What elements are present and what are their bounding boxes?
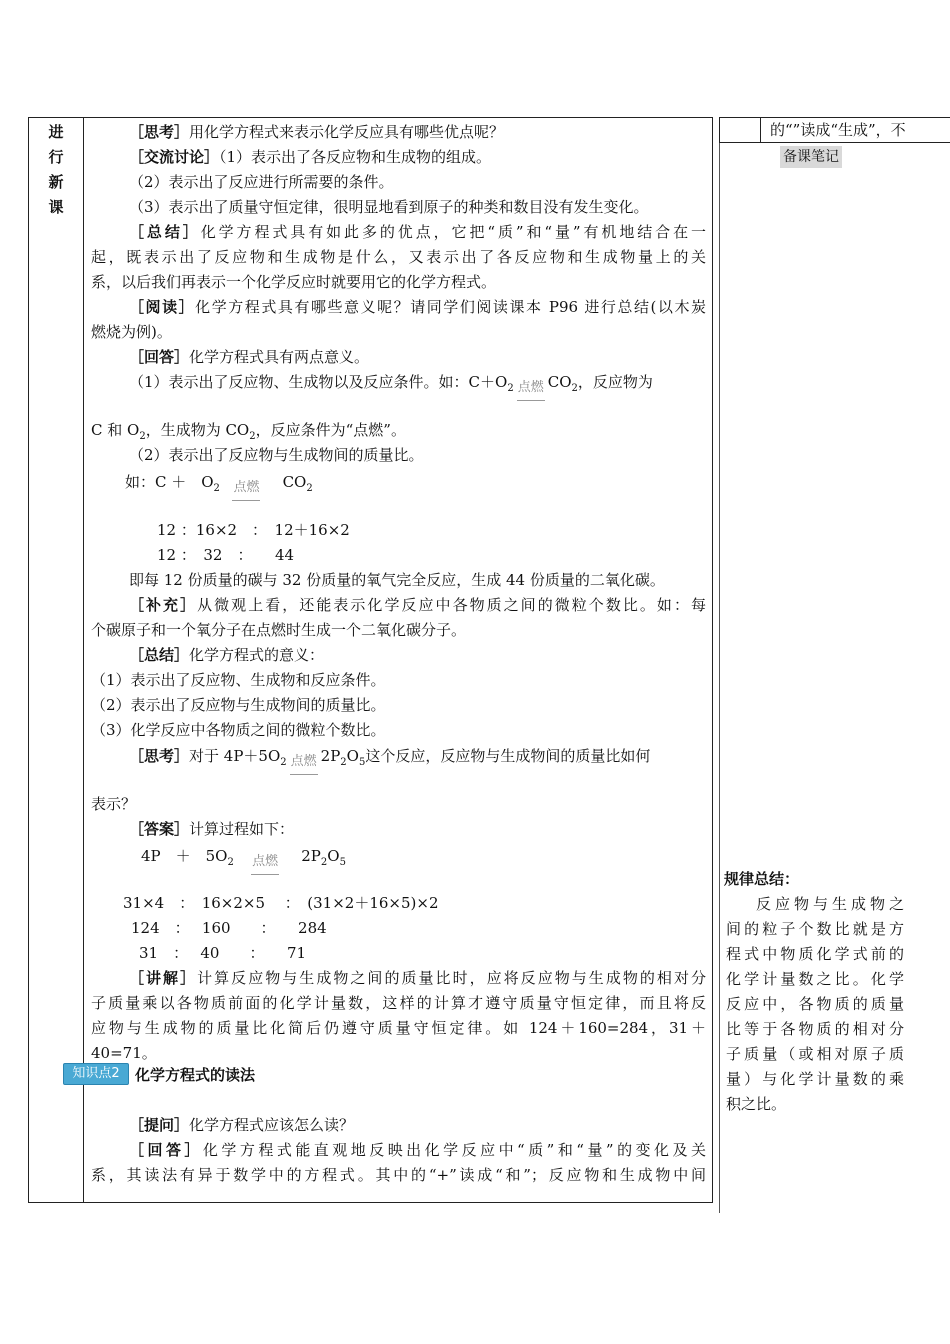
reaction-condition: 点燃 [290,749,318,775]
supplement-line: ［补充］从微观上看，还能表示化学反应中各物质之间的微粒个数比。如：每 [129,596,706,614]
side-top-text: 的“”读成“生成”，不 [770,121,906,139]
text-line: （2）表示出了反应物与生成物间的质量比。 [129,446,424,464]
mass-ratio-line: 12 ：16×2 ： 12＋16×2 [157,521,350,539]
text-line: 燃烧为例)。 [91,323,172,341]
rule-summary-title: 规律总结： [724,870,800,888]
equation-line: （1）表示出了反应物、生成物以及反应条件。如：$C+O_2$ 点燃 $CO_2$，反应物为 [129,370,653,401]
rule-summary-line: 反应物与生成物之 [756,895,904,913]
rule-summary-line: 间的粒子个数比就是方 [726,920,904,938]
rule-summary-line: 积之比。 [726,1095,787,1113]
reading-line: ［阅读］化学方程式具有哪些意义呢？请同学们阅读课本 P96 进行总结(以木炭 [129,298,706,316]
side-column-border [719,117,720,1213]
text-line: （2）表示出了反应物与生成物间的质量比。 [91,696,386,714]
reaction-condition: 点燃 [251,849,279,875]
equation-line: 如：C ＋ $O_2$ 点燃 $CO_2$ [125,470,313,501]
text-line: （1）表示出了反应物、生成物和反应条件。 [91,671,386,689]
answer-line: ［答案］计算过程如下： [129,820,295,838]
text-line: 个碳原子和一个氧分子在点燃时生成一个二氧化碳分子。 [91,621,467,639]
text-line: 即每 12 份质量的碳与 32 份质量的氧气完全反应，生成 44 份质量的二氧化碳。 [129,571,665,589]
column-divider [83,118,84,1202]
side-top-divider [760,117,761,143]
mass-ratio-line: 31 ： 40 ： 71 [139,944,307,962]
question-line: ［提问］化学方程式应该怎么读？ [129,1116,355,1134]
knowledge-point-badge: 知识点2 [63,1063,129,1085]
lesson-table [28,117,713,1203]
text-line: （3）化学反应中各物质之间的微粒个数比。 [91,721,386,739]
equation-line: 4P ＋ $5O_2$ 点燃 $2P_2O_5$ [141,844,346,875]
think-line: ［思考］对于 $4P+5O_2$ 点燃 $2P_2O_5$这个反应，反应物与生成物间的质量比如何 [129,744,650,775]
mass-ratio-line: 124 ： 160 ： 284 [131,919,327,937]
summary-line: ［总结］化学方程式的意义： [129,646,325,664]
reaction-condition: 点燃 [232,475,260,501]
mass-ratio-line: 12 ： 32 ： 44 [157,546,295,564]
text-line: 起，既表示出了反应物和生成物是什么，又表示出了各反应物和生成物量上的关 [91,248,706,266]
rule-summary-line: 子质量（或相对原子质 [726,1045,904,1063]
prep-notes-title: 备课笔记 [780,146,842,168]
rule-summary-line: 反应中，各物质的质量 [726,995,904,1013]
text-line: 系，其读法有异于数学中的方程式。其中的“+”读成“和”；反应物和生成物中间 [91,1166,706,1184]
text-line: 系，以后我们再表示一个化学反应时就要用它的化学方程式。 [91,273,497,291]
knowledge-point-title: 化学方程式的读法 [135,1066,256,1084]
text-line: 子质量乘以各物质前面的化学计量数，这样的计算才遵守质量守恒定律，而且将反 [91,994,706,1012]
text-line: （3）表示出了质量守恒定律，很明显地看到原子的种类和数目没有发生变化。 [129,198,649,216]
think-line: ［思考］用化学方程式来表示化学反应具有哪些优点呢？ [129,123,505,141]
section-label: 进 行 新 课 [48,123,64,216]
text-line: C 和 $O_2$，生成物为 $CO_2$，反应条件为“点燃”。 [91,421,406,442]
text-line: 40=71。 [91,1044,157,1062]
reaction-condition: 点燃 [517,375,545,401]
rule-summary-line: 量）与化学计量数的乘 [726,1070,904,1088]
rule-summary-line: 程式中物质化学式前的 [726,945,904,963]
text-line: 表示？ [91,795,137,813]
answer-line: ［回答］化学方程式能直观地反映出化学反应中“质”和“量”的变化及关 [129,1141,706,1159]
text-line: 应物与生成物的质量比化简后仍遵守质量守恒定律。如 124＋160=284，31＋ [91,1019,706,1037]
rule-summary-line: 化学计量数之比。化学 [726,970,904,988]
answer-line: ［回答］化学方程式具有两点意义。 [129,348,370,366]
mass-ratio-line: 31×4 ： 16×2×5 ： (31×2＋16×5)×2 [123,894,439,912]
rule-summary-line: 比等于各物质的相对分 [726,1020,904,1038]
discussion-line: ［交流讨论］（1）表示出了各反应物和生成物的组成。 [129,148,492,166]
summary-line: ［总结］化学方程式具有如此多的优点，它把“质”和“量”有机地结合在一 [129,223,706,241]
explanation-line: ［讲解］计算反应物与生成物之间的质量比时，应将反应物与生成物的相对分 [129,969,706,987]
text-line: （2）表示出了反应进行所需要的条件。 [129,173,394,191]
